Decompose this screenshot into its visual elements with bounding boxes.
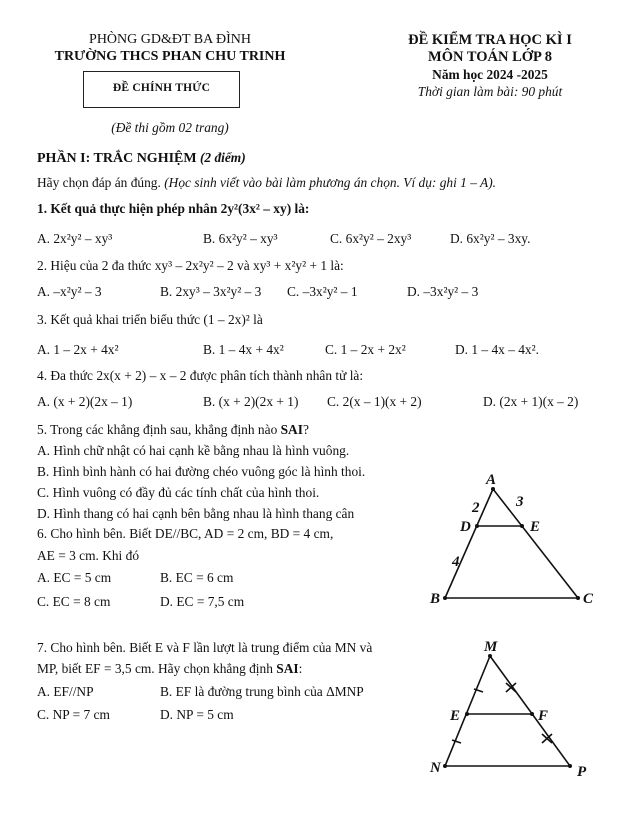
q7-stem-emphasis: SAI: [276, 661, 299, 676]
question-7-line2: [37, 661, 302, 677]
q3-option-d: D. 1 – 4x – 4x².: [455, 342, 539, 357]
q3-option-b: B. 1 – 4x + 4x²: [203, 342, 284, 357]
q6-option-b: B. EC = 6 cm: [160, 570, 234, 585]
triangle-abc-figure: [420, 470, 610, 615]
part1-instruction: [37, 175, 496, 191]
label-f: F: [538, 708, 549, 724]
official-label: ĐỀ CHÍNH THỨC: [112, 82, 211, 94]
question-1: 1. Kết quả thực hiện phép nhân 2y²(3x² – xy) là:: [37, 201, 310, 216]
q7-stem: MP, biết EF = 3,5 cm. Hãy chọn khẳng định: [37, 661, 277, 676]
question-2: 2. Hiệu của 2 đa thức xy³ – 2x²y² – 2 và xy³ + x²y² + 1 là:: [37, 258, 344, 273]
q5-option-d: D. Hình thang có hai cạnh bên bằng nhau là hình thang cân: [37, 506, 355, 521]
point-p: [568, 764, 572, 768]
q4-option-d: D. (2x + 1)(x – 2): [483, 394, 579, 409]
label-n: N: [430, 760, 441, 776]
official-exam-box: [83, 71, 240, 108]
pages-note: (Đề thi gồm 02 trang): [111, 120, 229, 135]
label-c: C: [583, 591, 594, 607]
school-year: Năm học 2024 -2025: [432, 67, 548, 82]
q4-option-c: C. 2(x – 1)(x + 2): [327, 394, 422, 409]
part1-title: PHẦN I: TRẮC NGHIỆM: [37, 151, 197, 166]
q5-stem-end: ?: [302, 422, 309, 437]
question-6-line2: AE = 3 cm. Khi đó: [37, 548, 140, 563]
exam-duration: Thời gian làm bài: 90 phút: [417, 84, 563, 99]
q7-option-c: C. NP = 7 cm: [37, 707, 110, 722]
point-f: [530, 712, 534, 716]
department-name: PHÒNG GD&ĐT BA ĐÌNH: [89, 32, 251, 47]
q1-option-c: C. 6x²y² – 2xy³: [330, 231, 412, 246]
q2-option-a: A. –x²y² – 3: [37, 284, 102, 299]
label-m: M: [484, 639, 498, 655]
q4-option-a: A. (x + 2)(2x – 1): [37, 394, 133, 409]
q3-option-a: A. 1 – 2x + 4x²: [37, 342, 119, 357]
label-p: P: [577, 764, 587, 780]
point-e2: [465, 712, 469, 716]
point-c: [576, 596, 580, 600]
q1-option-d: D. 6x²y² – 3xy.: [450, 231, 531, 246]
triangle-mnp-figure: [420, 636, 610, 786]
label-e-mid: E: [450, 708, 461, 724]
q5-stem-emphasis: SAI: [280, 422, 303, 437]
point-e: [520, 524, 524, 528]
length-ad: 2: [472, 500, 480, 516]
part1-points: (2 điểm): [199, 150, 246, 165]
point-b: [443, 596, 447, 600]
instruction-text: Hãy chọn đáp án đúng.: [37, 175, 161, 190]
point-n: [443, 764, 447, 768]
q3-option-c: C. 1 – 2x + 2x²: [325, 342, 406, 357]
length-ae: 3: [516, 494, 524, 510]
question-3: 3. Kết quả khai triển biểu thức (1 – 2x)² là: [37, 312, 263, 327]
label-a: A: [486, 472, 497, 488]
q7-stem-end: :: [298, 661, 303, 676]
question-5: [37, 422, 309, 438]
q4-option-b: B. (x + 2)(2x + 1): [203, 394, 299, 409]
part1-heading: [37, 150, 246, 167]
label-e: E: [530, 519, 541, 535]
side-ab: [445, 489, 493, 598]
side-mp: [490, 656, 570, 766]
instruction-note: (Học sinh viết vào bài làm phương án chọn. Ví dụ: ghi 1 – A).: [164, 175, 497, 190]
q7-option-b: B. EF là đường trung bình của ΔMNP: [160, 684, 364, 699]
q2-option-b: B. 2xy³ – 3x²y² – 3: [160, 284, 262, 299]
q5-option-c: C. Hình vuông có đầy đủ các tính chất của hình thoi.: [37, 485, 320, 500]
q6-option-a: A. EC = 5 cm: [37, 570, 112, 585]
point-d: [475, 524, 479, 528]
q1-option-a: A. 2x²y² – xy³: [37, 231, 113, 246]
label-d: D: [460, 519, 471, 535]
length-bd: 4: [452, 554, 460, 570]
question-4: 4. Đa thức 2x(x + 2) – x – 2 được phân tích thành nhân tử là:: [37, 368, 364, 383]
q6-option-d: D. EC = 7,5 cm: [160, 594, 245, 609]
q2-option-d: D. –3x²y² – 3: [407, 284, 479, 299]
q7-option-a: A. EF//NP: [37, 684, 94, 699]
question-6-line1: 6. Cho hình bên. Biết DE//BC, AD = 2 cm, BD = 4 cm,: [37, 526, 334, 541]
q7-option-d: D. NP = 5 cm: [160, 707, 234, 722]
exam-subject: MÔN TOÁN LỚP 8: [428, 49, 552, 65]
q5-stem: 5. Trong các khẳng định sau, khẳng định nào: [37, 422, 281, 437]
school-name: TRƯỜNG THCS PHAN CHU TRINH: [54, 49, 286, 64]
label-b: B: [430, 591, 441, 607]
q5-option-a: A. Hình chữ nhật có hai cạnh kề bằng nhau là hình vuông.: [37, 443, 350, 458]
side-ac: [493, 489, 578, 598]
q1-option-b: B. 6x²y² – xy³: [203, 231, 278, 246]
exam-title: ĐỀ KIỂM TRA HỌC KÌ I: [408, 32, 572, 48]
tick-en: [452, 740, 461, 743]
question-7-line1: 7. Cho hình bên. Biết E và F lần lượt là trung điểm của MN và: [37, 640, 373, 655]
q6-option-c: C. EC = 8 cm: [37, 594, 111, 609]
q2-option-c: C. –3x²y² – 1: [287, 284, 358, 299]
q5-option-b: B. Hình bình hành có hai đường chéo vuông góc là hình thoi.: [37, 464, 366, 479]
